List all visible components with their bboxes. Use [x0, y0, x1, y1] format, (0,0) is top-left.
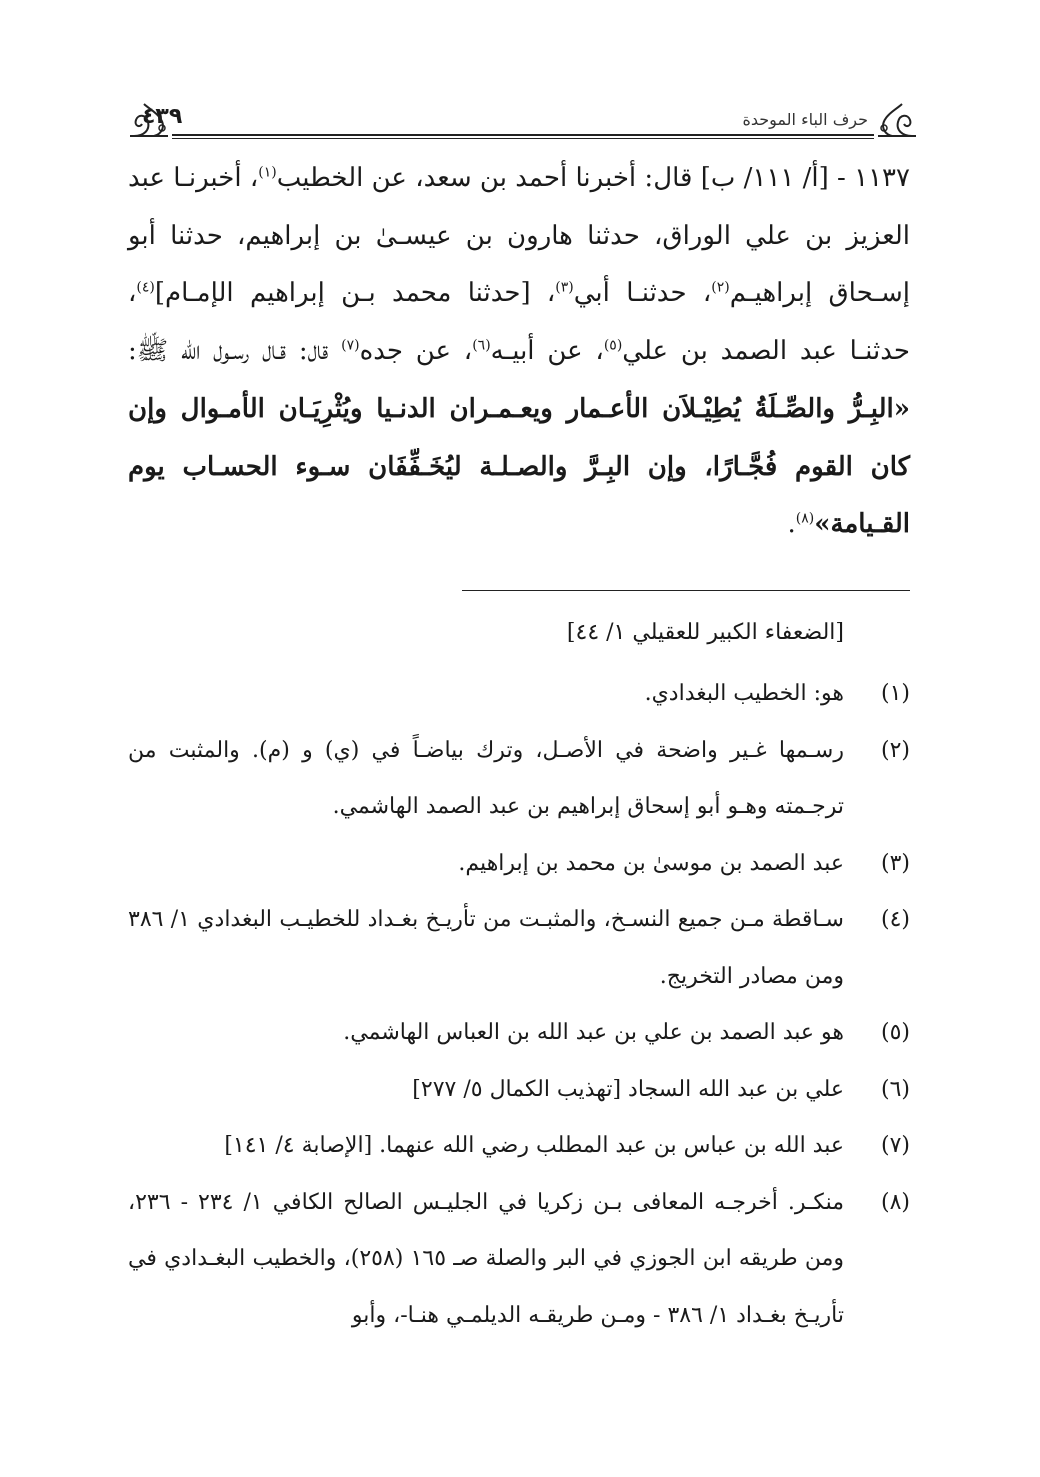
running-header: [128, 96, 918, 142]
footnote-number: (٦): [880, 1076, 910, 1102]
footnote-item: [128, 836, 910, 893]
text-segment: قال: قـال رسـول الله ﷺ:: [128, 336, 342, 367]
footnote-text: هو عبد الصمد بن علي بن عبد الله بن العباس الهاشمي.: [343, 1020, 844, 1045]
main-text: [128, 150, 910, 554]
text-segment: ، حدثنـا عبد الصمد بن علي: [128, 278, 910, 367]
footnote-ref[interactable]: (٣): [555, 279, 574, 296]
footnote-ref[interactable]: (٨): [795, 510, 815, 527]
source-reference: [الضعفاء الكبير للعقيلي ١/ ٤٤]: [566, 620, 844, 645]
footnote-text: منكـر. أخرجـه المعافى بـن زكريا في الجليـس الصالح الكافي ١/ ٢٣٤ - ٢٣٦، ومن طريقه ابن الجوزي في البر والصلة صـ ١٦٥ (٢٥٨)، والخطيب البغـدادي في تأريـخ بغـداد ١/ ٣٨٦ - ومـن طريقـه الديلمـي هنـا-، وأبو: [128, 1189, 845, 1328]
hadith-text: «البِـرُّ والصِّـلَةُ يُطِيْـلاَن الأعـمار ويعـمـران الدنـيا ويُثْرِيَـان الأمـوال وإن كان القوم فُجَّـارًا، وإن البِـرَّ والصـلـة ليُخَـفِّفَان سـوء الحسـاب يوم القـيامة»: [128, 393, 910, 540]
footnote-item: [128, 1175, 910, 1345]
footnote-text: هو: الخطيب البغدادي.: [644, 681, 844, 706]
footnote-ref[interactable]: (٤): [136, 279, 155, 296]
footnote-ref[interactable]: (٢): [711, 279, 730, 296]
footnote-number: (٢): [880, 737, 910, 763]
text-segment: ، عن أبيـه: [490, 336, 604, 367]
footnote-item: [128, 1118, 910, 1175]
text-segment: قال: أخبرنا أحمد بن سعد، عن الخطيب: [276, 163, 701, 193]
footnote-ref[interactable]: (٥): [603, 337, 623, 354]
footnote-item: [128, 666, 910, 723]
text-segment: ، أخبرنـا عبد العزيز بن علي الوراق، حدثنا هارون بن عيسـىٰ بن إبراهيم، حدثنا أبو إسـحاق إبراهيـم: [128, 163, 910, 309]
footnote-item: [128, 892, 910, 1005]
footnotes: [128, 608, 910, 1344]
hadith-number: ١١٣٧ - [أ/ ١١١/ ب]: [700, 163, 910, 193]
footnote-text: رسـمها غـير واضحة في الأصـل، وترك بياضـاً في (ي) و (م). والمثبت من ترجـمته وهـو أبو إسحاق إبراهيم بن عبد الصمد الهاشمي.: [128, 737, 844, 819]
footnote-number: (٧): [880, 1133, 910, 1158]
footnote-text: عبد الصمد بن موسىٰ بن محمد بن إبراهيم.: [458, 850, 844, 876]
footnote-number: (٤): [880, 907, 910, 932]
header-title: حرف الباء الموحدة: [742, 110, 868, 129]
footnote-text: عبد الله بن عباس بن عبد المطلب رضي الله عنهما. [الإصابة ٤/ ١٤١]: [224, 1133, 844, 1158]
text-segment: ، [حدثنا محمد بـن إبراهيم الإمـام]: [154, 278, 556, 309]
text-segment: .: [787, 509, 796, 540]
footnote-ref[interactable]: (٧): [341, 337, 360, 354]
text-segment: ، عن جده: [359, 336, 473, 367]
footnote-number: (٣): [880, 850, 910, 876]
footnote-text: سـاقطة مـن جميع النسـخ، والمثبـت من تأريـخ بغـداد للخطيـب البغدادي ١/ ٣٨٦ ومن مصادر التخريج.: [128, 907, 844, 989]
header-rule: [172, 134, 874, 136]
footnote-ref[interactable]: (٦): [472, 337, 491, 354]
footnote-number: (٥): [880, 1020, 910, 1045]
header-rule-thin: [172, 138, 874, 139]
footnote-item: [128, 723, 910, 836]
page-number: ٤٣٩: [142, 104, 183, 129]
ornament-icon: [872, 100, 918, 140]
footnote-separator: [462, 590, 910, 591]
footnote-item: [128, 1062, 910, 1119]
footnote-number: (١): [880, 681, 910, 706]
footnote-item: [128, 1005, 910, 1062]
ornament-icon: [128, 100, 174, 140]
text-segment: ، حدثنـا أبي: [573, 278, 712, 309]
footnote-number: (٨): [880, 1189, 910, 1215]
footnote-text: علي بن عبد الله السجاد [تهذيب الكمال ٥/ ٢٧٧]: [412, 1076, 844, 1102]
footnote-ref[interactable]: (١): [258, 164, 277, 181]
